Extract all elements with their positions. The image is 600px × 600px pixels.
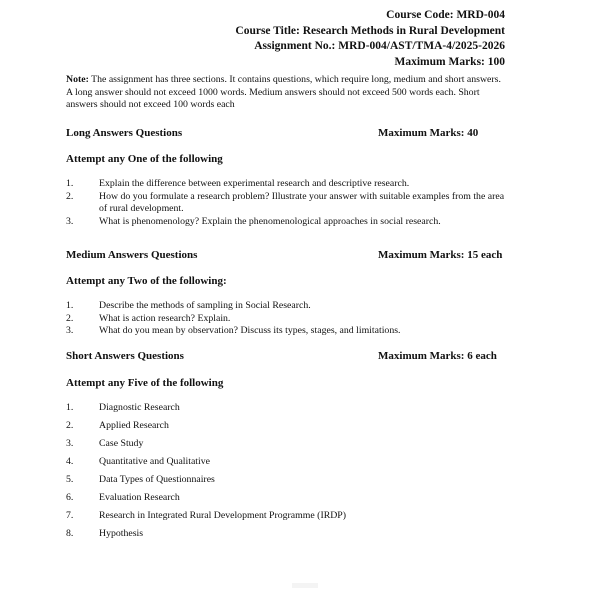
short-answers-instruction: Attempt any Five of the following — [66, 377, 224, 389]
question-number: 2. — [66, 190, 74, 202]
list-item — [66, 510, 346, 528]
assignment-number: Assignment No.: MRD-004/AST/TMA-4/2025-2026 — [254, 40, 505, 52]
question-text: Data Types of Questionnaires — [99, 474, 215, 485]
question-text: Diagnostic Research — [99, 402, 180, 413]
long-answers-title: Long Answers Questions — [66, 127, 183, 139]
note-label: Note: — [66, 74, 89, 85]
question-text: Quantitative and Qualitative — [99, 456, 210, 467]
question-number: 2. — [66, 420, 74, 431]
note-text: The assignment has three sections. It contains questions, which require long, medium and short answers. A long answer should not exceed 1000 words. Medium answers should not exceed 500 words each. Short answers should not exceed 100 words each — [66, 74, 501, 111]
question-number: 3. — [66, 325, 74, 336]
list-item — [66, 325, 506, 338]
short-answers-marks: Maximum Marks: 6 each — [378, 350, 497, 362]
question-number: 3. — [66, 438, 74, 449]
question-text: What is phenomenology? Explain the phenomenological approaches in social research. — [99, 215, 441, 227]
short-answers-heading — [66, 350, 506, 362]
short-answers-title: Short Answers Questions — [66, 350, 184, 362]
long-answers-instruction: Attempt any One of the following — [66, 153, 223, 165]
list-item — [66, 191, 506, 216]
faint-mark — [292, 583, 318, 588]
list-item — [66, 528, 346, 546]
question-text: Research in Integrated Rural Development Programme (IRDP) — [99, 510, 347, 521]
maximum-marks: Maximum Marks: 100 — [394, 55, 505, 68]
question-text: Explain the difference between experimental research and descriptive research. — [99, 178, 410, 189]
course-title: Course Title: Research Methods in Rural Development — [235, 24, 505, 37]
question-text: Evaluation Research — [99, 492, 180, 503]
question-number: 7. — [66, 510, 74, 521]
medium-answers-heading — [66, 249, 506, 261]
question-text: Case Study — [99, 438, 144, 449]
question-number: 1. — [66, 402, 74, 413]
question-number: 5. — [66, 474, 74, 485]
long-answers-list — [66, 178, 506, 228]
question-text: What is action research? Explain. — [99, 312, 231, 324]
question-number: 8. — [66, 528, 74, 539]
assignment-note — [66, 74, 506, 112]
list-item — [66, 216, 506, 229]
question-number: 2. — [66, 312, 74, 324]
list-item — [66, 420, 346, 438]
list-item — [66, 438, 346, 456]
medium-answers-instruction: Attempt any Two of the following: — [66, 275, 227, 287]
question-text: Describe the methods of sampling in Social Research. — [99, 300, 311, 311]
list-item — [66, 300, 506, 313]
list-item — [66, 456, 346, 474]
long-answers-marks: Maximum Marks: 40 — [378, 127, 479, 139]
list-item — [66, 492, 346, 510]
document-header — [235, 8, 505, 70]
question-text: Hypothesis — [99, 528, 144, 539]
long-answers-heading — [66, 127, 506, 139]
medium-answers-marks: Maximum Marks: 15 each — [378, 249, 503, 261]
question-number: 6. — [66, 492, 74, 503]
question-text: How do you formulate a research problem? Illustrate your answer with suitable examples from the area of rural development. — [99, 190, 505, 214]
question-text: What do you mean by observation? Discuss its types, stages, and limitations. — [99, 325, 401, 336]
question-number: 3. — [66, 215, 74, 227]
short-answers-list — [66, 402, 346, 546]
list-item — [66, 474, 346, 492]
list-item — [66, 178, 506, 191]
course-code: Course Code: MRD-004 — [386, 9, 505, 21]
medium-answers-title: Medium Answers Questions — [66, 249, 198, 261]
medium-answers-list — [66, 300, 506, 338]
question-number: 4. — [66, 456, 74, 467]
question-text: Applied Research — [99, 420, 169, 431]
list-item — [66, 313, 506, 326]
list-item — [66, 402, 346, 420]
question-number: 1. — [66, 178, 74, 189]
question-number: 1. — [66, 300, 74, 311]
